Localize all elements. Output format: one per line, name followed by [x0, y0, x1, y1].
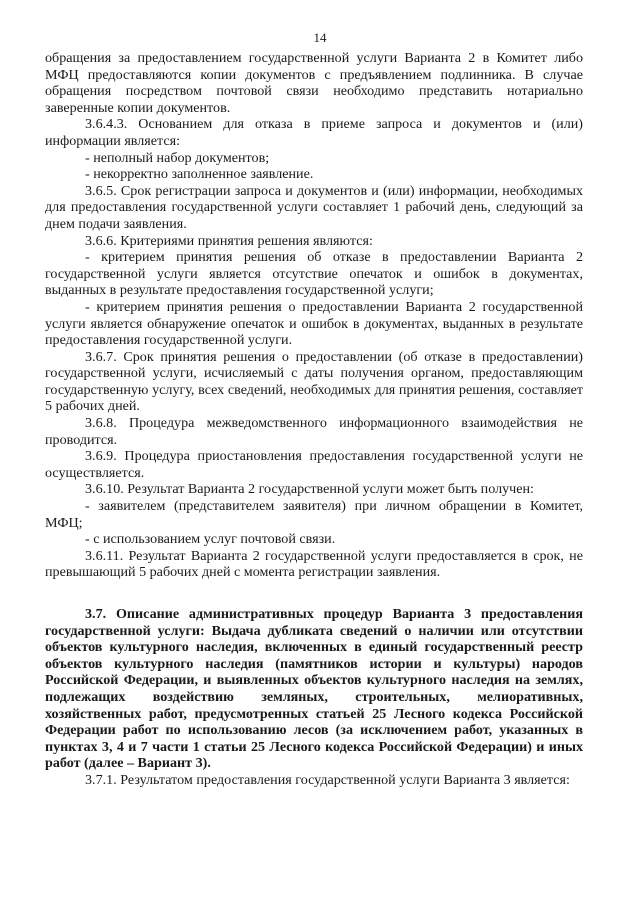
paragraph-3-6-5: 3.6.5. Срок регистрации запроса и документов и (или) информации, необходимых для предоставления государственной услуги составляет 1 рабочий день, следующий за днем подачи заявления.: [45, 182, 583, 232]
paragraph-continuation: обращения за предоставлением государственной услуги Варианта 2 в Комитет либо МФЦ предоставляются копии документов с предъявлением подлинника. В случае обращения посредством почтовой связи необходимо представить нотариально заверенные копии документов.: [45, 50, 583, 116]
paragraph-3-6-6: 3.6.6. Критериями принятия решения являются:: [85, 232, 373, 249]
list-item-incomplete-documents: - неполный набор документов;: [85, 149, 270, 166]
list-item-refusal-criterion: - критерием принятия решения об отказе в предоставлении Варианта 2 государственной услуги является отсутствие опечаток и ошибок в документах, выданных в результате предоставления государственной услуги;: [45, 249, 583, 299]
page-number: 14: [313, 30, 327, 45]
list-item-provision-criterion: - критерием принятия решения о предоставлении Варианта 2 государственной услуги является обнаружение опечаток и ошибок в документах, выданных в результате предоставления государственной услуги.: [45, 298, 583, 349]
document-body: [45, 50, 583, 789]
paragraph-3-6-7: 3.6.7. Срок принятия решения о предоставлении (об отказе в предоставлении) государственной услуги, исчисляемый с даты получения органом, предоставляющим государственную услугу, всех сведений, необходимых для принятия решения, составляет 5 рабочих дней.: [45, 348, 583, 415]
paragraph-3-7-1: 3.7.1. Результатом предоставления государственной услуги Варианта 3 является:: [85, 771, 570, 788]
paragraph-3-6-10: 3.6.10. Результат Варианта 2 государственной услуги может быть получен:: [85, 481, 534, 498]
paragraph-3-6-11: 3.6.11. Результат Варианта 2 государственной услуги предоставляется в срок, не превышающий 5 рабочих дней с момента регистрации заявления.: [45, 547, 583, 581]
paragraph-3-6-8: 3.6.8. Процедура межведомственного информационного взаимодействия не проводится.: [45, 415, 583, 448]
section-heading-3-7: 3.7. Описание административных процедур Варианта 3 предоставления государственной услуги: Выдача дубликата сведений о наличии или отсутствии объектов культурного наследия, включенных в единый государственный реестр объектов культурного наследия (памятников истории и культуры) народов Российской Федерации, и выявленных объектов культурного наследия на землях, подлежащих воздействию земляных, строительных, мелиоративных, хозяйственных работ, предусмотренных статьей 25 Лесного кодекса Российской Федерации работ по использованию лесов (за исключением работ, указанных в пунктах 3, 4 и 7 части 1 статьи 25 Лесного кодекса Российской Федерации) и иных работ (далее – Вариант 3).: [45, 606, 583, 772]
list-item-postal-service: - с использованием услуг почтовой связи.: [85, 531, 336, 548]
paragraph-3-6-4-3: 3.6.4.3. Основанием для отказа в приеме запроса и документов и (или) информации является:: [45, 116, 583, 149]
list-item-personal-visit: - заявителем (представителем заявителя) при личном обращении в Комитет, МФЦ;: [45, 498, 583, 531]
paragraph-3-6-9: 3.6.9. Процедура приостановления предоставления государственной услуги не осуществляется.: [45, 448, 583, 481]
section-spacer: [45, 581, 583, 606]
list-item-incorrect-application: - некорректно заполненное заявление.: [85, 166, 314, 183]
